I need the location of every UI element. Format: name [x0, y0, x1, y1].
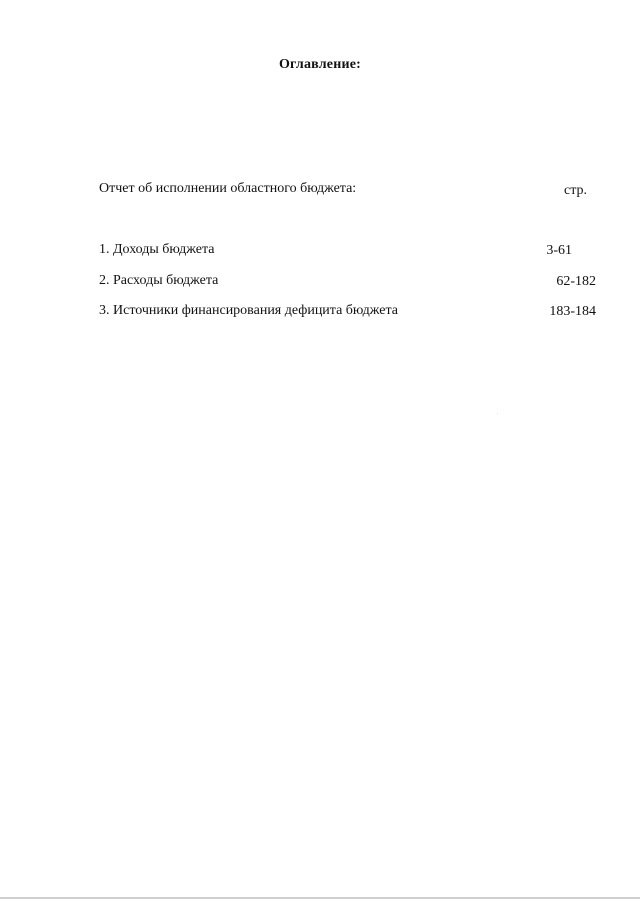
toc-entry-title: 2. Расходы бюджета	[99, 273, 219, 288]
toc-entry-pages: 62-182	[556, 274, 596, 289]
scan-speck	[497, 413, 498, 414]
toc-entry-title: 3. Источники финансирования дефицита бюджета	[99, 303, 399, 318]
toc-entry	[99, 242, 596, 262]
scan-bottom-edge	[0, 897, 640, 899]
toc-entry	[99, 273, 596, 293]
toc-entry	[99, 303, 596, 323]
toc-entry-pages: 183-184	[549, 304, 596, 319]
pages-column-label: стр.	[564, 183, 588, 198]
page-title: Оглавление:	[278, 57, 362, 72]
toc-entry-pages: 3-61	[546, 243, 572, 258]
toc-entry-title: 1. Доходы бюджета	[99, 242, 215, 257]
section-heading: Отчет об исполнении областного бюджета:	[99, 181, 357, 196]
